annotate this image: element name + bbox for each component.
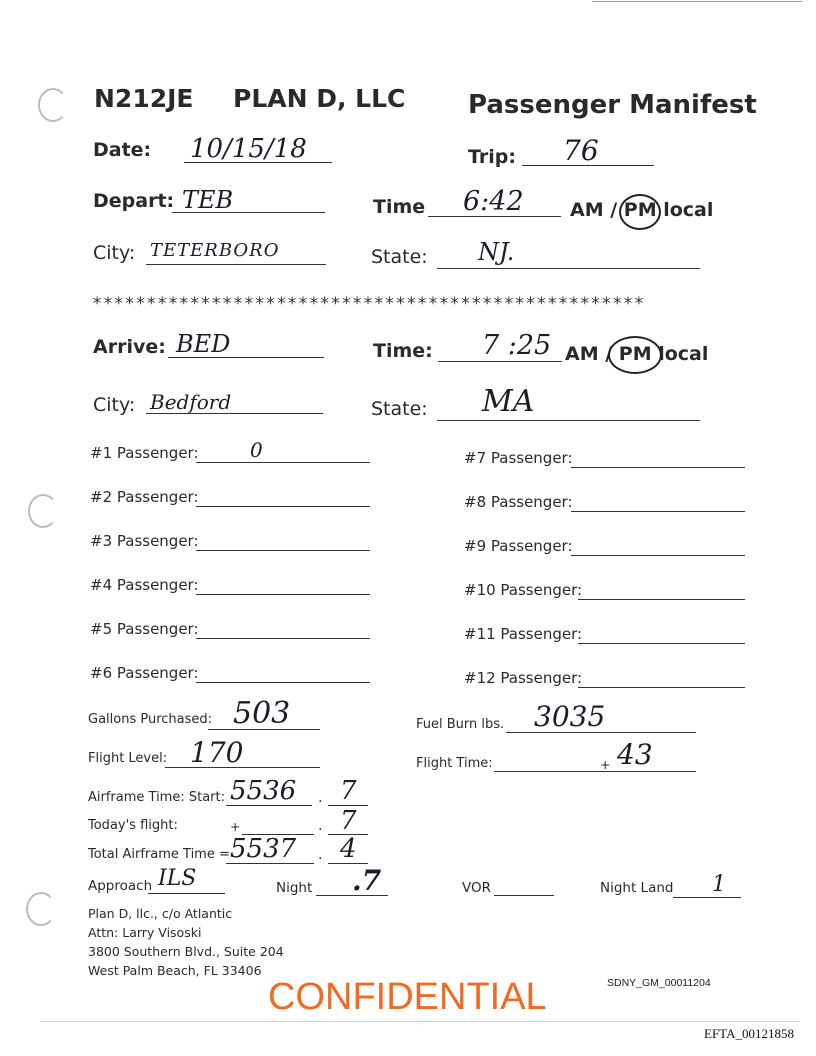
efta-number: EFTA_00121858 bbox=[704, 1026, 794, 1041]
passenger-3-label: #3 Passenger: bbox=[90, 532, 199, 550]
total-airframe-dot: . bbox=[318, 847, 323, 863]
night-label: Night bbox=[276, 880, 313, 896]
total-airframe-whole: 5537 bbox=[230, 834, 297, 864]
depart-time-value: 6:42 bbox=[463, 186, 524, 217]
airframe-start-label: Airframe Time: Start: bbox=[88, 790, 225, 805]
today-flight-label: Today's flight: bbox=[88, 818, 178, 833]
passenger-8-line bbox=[571, 511, 745, 512]
night-land-label: Night Land bbox=[600, 880, 674, 896]
arrive-state-line bbox=[437, 420, 700, 421]
depart-state-value: NJ. bbox=[478, 238, 515, 266]
fuel-burn-value: 3035 bbox=[534, 700, 606, 733]
date-value: 10/15/18 bbox=[190, 134, 307, 164]
scan-bottom-edge bbox=[40, 1021, 800, 1022]
trip-line bbox=[522, 165, 654, 166]
form-title: Passenger Manifest bbox=[468, 90, 757, 120]
airframe-start-whole-line bbox=[226, 805, 312, 806]
today-flight-dot: . bbox=[318, 818, 323, 834]
depart-city-line bbox=[146, 264, 326, 265]
passenger-12-line bbox=[578, 687, 745, 688]
gallons-line bbox=[208, 729, 320, 730]
arrive-time-label: Time: bbox=[373, 340, 433, 362]
passenger-1-line bbox=[196, 462, 370, 463]
gallons-label: Gallons Purchased: bbox=[88, 712, 213, 727]
flight-level-value: 170 bbox=[190, 736, 244, 769]
passenger-10-label: #10 Passenger: bbox=[464, 581, 583, 599]
passenger-1-value: 0 bbox=[250, 438, 263, 462]
separator-stars: *************************************************** bbox=[92, 294, 645, 314]
passenger-7-label: #7 Passenger: bbox=[464, 449, 573, 467]
trip-label: Trip: bbox=[468, 146, 516, 168]
punch-hole-middle bbox=[28, 494, 58, 528]
passenger-12-label: #12 Passenger: bbox=[464, 669, 583, 687]
flight-time-label: Flight Time: bbox=[416, 756, 493, 771]
passenger-4-line bbox=[196, 594, 370, 595]
passenger-9-line bbox=[571, 555, 745, 556]
flight-level-label: Flight Level: bbox=[88, 751, 168, 766]
date-label: Date: bbox=[93, 139, 152, 161]
total-airframe-label: Total Airframe Time = bbox=[88, 847, 230, 862]
passenger-4-label: #4 Passenger: bbox=[90, 576, 199, 594]
passenger-2-label: #2 Passenger: bbox=[90, 488, 199, 506]
total-airframe-tenths: 4 bbox=[340, 834, 357, 864]
night-line bbox=[316, 895, 388, 896]
arrive-state-label: State: bbox=[371, 398, 428, 420]
night-value: .7 bbox=[352, 864, 382, 897]
tail-number: N212JE bbox=[94, 84, 194, 113]
passenger-7-line bbox=[571, 467, 745, 468]
depart-time-line bbox=[428, 216, 561, 217]
passenger-10-line bbox=[578, 599, 745, 600]
passenger-11-line bbox=[578, 643, 745, 644]
depart-time-label: Time bbox=[373, 196, 426, 218]
flight-time-line bbox=[494, 771, 696, 772]
approach-value: ILS bbox=[158, 866, 197, 891]
arrive-pm-circle bbox=[608, 336, 662, 374]
today-flight-tenths: 7 bbox=[340, 806, 357, 836]
address-line-2: Attn: Larry Visoski bbox=[88, 925, 202, 940]
depart-state-label: State: bbox=[371, 246, 428, 268]
flight-level-line bbox=[165, 767, 320, 768]
confidential-stamp: CONFIDENTIAL bbox=[268, 976, 547, 1018]
passenger-6-label: #6 Passenger: bbox=[90, 664, 199, 682]
vor-line bbox=[494, 895, 554, 896]
arrive-city-label: City: bbox=[93, 394, 136, 416]
arrive-ampm-label: AM / PM local bbox=[565, 343, 709, 365]
night-land-value: 1 bbox=[712, 872, 726, 897]
night-land-line bbox=[673, 897, 741, 898]
document-id: SDNY_GM_00011204 bbox=[607, 977, 711, 989]
scan-top-edge bbox=[592, 1, 802, 2]
passenger-6-line bbox=[196, 682, 370, 683]
depart-line bbox=[172, 212, 325, 213]
depart-city-label: City: bbox=[93, 242, 136, 264]
total-airframe-whole-line bbox=[226, 863, 314, 864]
arrive-label: Arrive: bbox=[93, 336, 166, 358]
gallons-value: 503 bbox=[233, 696, 291, 731]
arrive-value: BED bbox=[176, 330, 231, 358]
approach-line bbox=[148, 893, 225, 894]
arrive-city-value: Bedford bbox=[150, 390, 232, 414]
arrive-city-line bbox=[146, 413, 323, 414]
date-line bbox=[184, 162, 332, 163]
flight-time-plus: + bbox=[600, 757, 611, 772]
airframe-start-dot: . bbox=[318, 790, 323, 806]
depart-city-value: TETERBORO bbox=[150, 240, 280, 261]
passenger-8-label: #8 Passenger: bbox=[464, 493, 573, 511]
passenger-2-line bbox=[196, 506, 370, 507]
arrive-time-line bbox=[438, 361, 562, 362]
address-line-3: 3800 Southern Blvd., Suite 204 bbox=[88, 944, 284, 959]
passenger-3-line bbox=[196, 550, 370, 551]
arrive-line bbox=[168, 357, 324, 358]
passenger-1-label: #1 Passenger: bbox=[90, 444, 199, 462]
airframe-start-tenths: 7 bbox=[340, 776, 357, 806]
passenger-11-label: #11 Passenger: bbox=[464, 625, 583, 643]
fuel-burn-label: Fuel Burn lbs. bbox=[416, 717, 505, 732]
address-line-1: Plan D, llc., c/o Atlantic bbox=[88, 906, 233, 921]
punch-hole-bottom bbox=[26, 892, 56, 926]
address-line-4: West Palm Beach, FL 33406 bbox=[88, 963, 262, 978]
airframe-start-whole: 5536 bbox=[230, 776, 297, 806]
punch-hole-top bbox=[38, 88, 68, 122]
passenger-5-line bbox=[196, 638, 370, 639]
flight-time-value: 43 bbox=[617, 738, 653, 771]
vor-label: VOR bbox=[462, 880, 492, 896]
fuel-burn-line bbox=[506, 732, 696, 733]
depart-state-line bbox=[437, 268, 700, 269]
passenger-9-label: #9 Passenger: bbox=[464, 537, 573, 555]
depart-ampm-label: AM / PM local bbox=[570, 199, 714, 221]
trip-value: 76 bbox=[563, 134, 599, 167]
approach-label: Approach bbox=[88, 878, 153, 894]
company-name: PLAN D, LLC bbox=[233, 84, 406, 113]
today-flight-plus: + bbox=[230, 819, 241, 834]
arrive-state-value: MA bbox=[482, 384, 535, 419]
passenger-5-label: #5 Passenger: bbox=[90, 620, 199, 638]
depart-pm-circle bbox=[619, 194, 661, 230]
depart-value: TEB bbox=[182, 186, 234, 214]
depart-label: Depart: bbox=[93, 190, 175, 212]
arrive-time-value: 7 :25 bbox=[482, 330, 552, 361]
